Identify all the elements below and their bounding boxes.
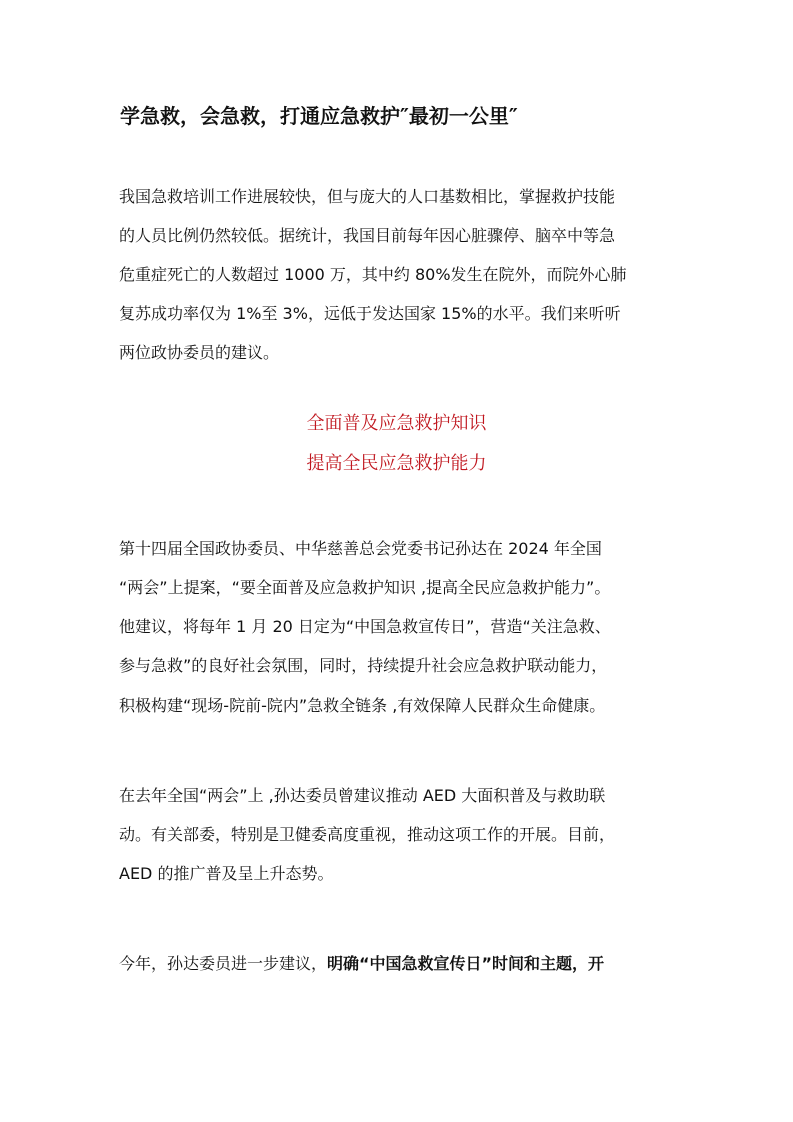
article-title: 学急救，会急救，打通应急救护″最初一公里″ (120, 104, 518, 128)
subheading-line: 提高全民应急救护能力 (306, 453, 487, 474)
paragraph-line: 动。有关部委，特别是卫健委高度重视，推动这项工作的开展。目前， (119, 825, 616, 844)
paragraph-line: 参与急救”的良好社会氛围，同时，持续提升社会应急救护联动能力， (119, 656, 608, 675)
paragraph-line: 他建议，将每年 1 月 20 日定为“中国急救宣传日”，营造“关注急救、 (119, 617, 611, 636)
paragraph-line: 我国急救培训工作进展较快，但与庞大的人口基数相比，掌握救护技能 (119, 187, 616, 206)
paragraph-line: 两位政协委员的建议。 (119, 343, 280, 362)
paragraph-this-year (119, 952, 604, 976)
paragraph-line: 危重症死亡的人数超过 1000 万，其中约 80%发生在院外，而院外心肺 (119, 265, 627, 284)
paragraph-line: 复苏成功率仅为 1%至 3%，远低于发达国家 15%的水平。我们来听听 (119, 304, 621, 323)
paragraph-line: AED 的推广普及呈上升态势。 (119, 864, 334, 883)
paragraph-emphasis: 明确“中国急救宣传日”时间和主题，开 (327, 954, 605, 973)
paragraph-line: 在去年全国“两会”上 ,孙达委员曾建议推动 AED 大面积普及与救助联 (119, 786, 606, 805)
subheading-line: 全面普及应急救护知识 (306, 413, 487, 434)
paragraph-text: 今年，孙达委员进一步建议， (119, 954, 328, 973)
paragraph-line: 第十四届全国政协委员、中华慈善总会党委书记孙达在 2024 年全国 (119, 539, 602, 558)
paragraph-line: “两会”上提案，“要全面普及应急救护知识 ,提高全民应急救护能力”。 (119, 578, 611, 597)
paragraph-line: 的人员比例仍然较低。据统计，我国目前每年因心脏骤停、脑卒中等急 (119, 226, 616, 245)
paragraph-line: 积极构建“现场-院前-院内”急救全链条 ,有效保障人民群众生命健康。 (119, 696, 606, 715)
